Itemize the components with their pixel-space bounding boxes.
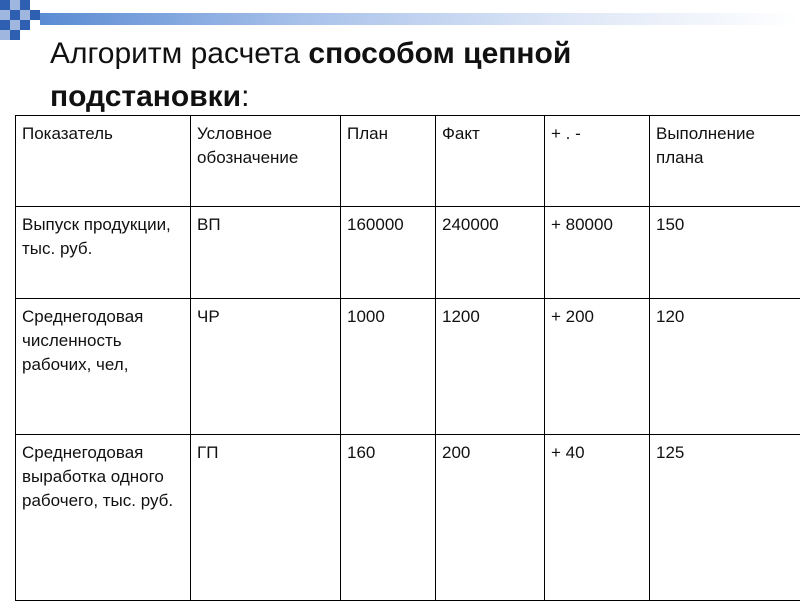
table-cell: 1000 xyxy=(341,299,436,435)
table-row xyxy=(16,435,800,601)
header-rule xyxy=(40,13,800,25)
table-cell: 240000 xyxy=(436,207,545,299)
table-cell: 125 xyxy=(650,435,800,601)
checker-logo-icon xyxy=(0,0,40,40)
table-cell: 150 xyxy=(650,207,800,299)
header-cell: Факт xyxy=(436,116,545,207)
header-cell: План xyxy=(341,116,436,207)
table-cell: Среднегодовая выработка одного рабочего, тыс. руб. xyxy=(16,435,191,601)
table-cell: ВП xyxy=(191,207,341,299)
table-cell: 1200 xyxy=(436,299,545,435)
table-cell: ЧР xyxy=(191,299,341,435)
table-cell: Выпуск продукции, тыс. руб. xyxy=(16,207,191,299)
table-cell: 200 xyxy=(436,435,545,601)
title-regular: Алгоритм расчета xyxy=(50,37,308,70)
header-cell: Показатель xyxy=(16,116,191,207)
header-cell: + . - xyxy=(545,116,650,207)
table-row xyxy=(16,207,800,299)
slide-title xyxy=(50,32,770,118)
title-bold: способом цепной подстановки xyxy=(50,37,571,113)
table-cell: 120 xyxy=(650,299,800,435)
table-cell: 160000 xyxy=(341,207,436,299)
header-cell: Выполнение плана xyxy=(650,116,800,207)
table-header-row xyxy=(16,116,800,207)
table-cell: + 200 xyxy=(545,299,650,435)
table-cell: ГП xyxy=(191,435,341,601)
table-cell: + 40 xyxy=(545,435,650,601)
title-colon: : xyxy=(241,80,249,113)
chain-substitution-table xyxy=(15,115,800,601)
table-cell: 160 xyxy=(341,435,436,601)
header-cell: Условное обозначение xyxy=(191,116,341,207)
table-cell: + 80000 xyxy=(545,207,650,299)
table-row xyxy=(16,299,800,435)
table-cell: Среднегодовая численность рабочих, чел, xyxy=(16,299,191,435)
